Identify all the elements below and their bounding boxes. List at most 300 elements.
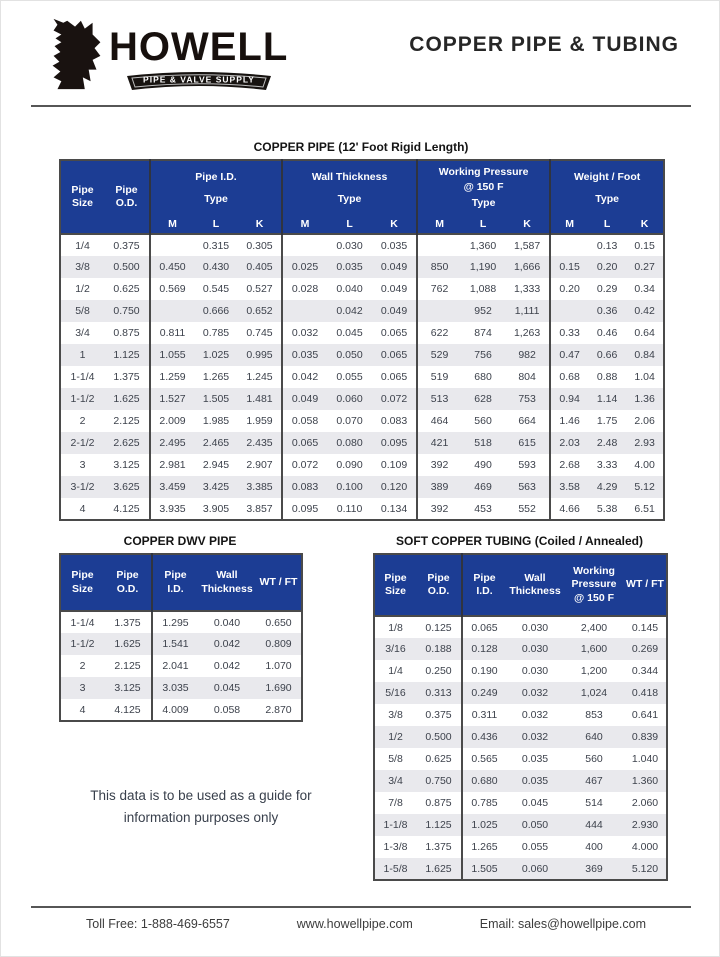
- table-cell: 0.060: [327, 388, 372, 410]
- table-cell: 0.500: [416, 726, 462, 748]
- table-cell: 0.042: [282, 366, 327, 388]
- table-cell: 0.065: [372, 344, 417, 366]
- table-cell: 1.690: [256, 677, 302, 699]
- table-cell: 0.055: [521, 841, 549, 853]
- table-cell: 0.652: [238, 300, 282, 322]
- table-cell: 0.315: [202, 239, 230, 252]
- table-cell: 640: [564, 726, 624, 748]
- table-cell: 3.125: [104, 677, 152, 699]
- table-cell: 1-1/2: [60, 633, 104, 655]
- table-cell: 3: [60, 677, 104, 699]
- table-cell: 0.527: [246, 283, 273, 295]
- table-cell: 1-1/8: [374, 814, 416, 836]
- table-cell: 2.870: [265, 703, 292, 716]
- table-cell: 0.15: [550, 256, 588, 278]
- table-cell: 0.045: [521, 797, 549, 809]
- table-cell: 1.360: [624, 770, 667, 792]
- dwv-table-title: COPPER DWV PIPE: [123, 534, 237, 548]
- table-row: [374, 660, 667, 682]
- logo-wordmark: HOWELL: [109, 25, 289, 69]
- table-cell: 0.344: [631, 665, 659, 677]
- col-header-type-k: K: [372, 216, 417, 234]
- table-row: [60, 633, 302, 655]
- table-cell: 0.375: [113, 239, 140, 252]
- wolf-icon: [45, 13, 107, 98]
- table-cell: 1.541: [152, 633, 198, 655]
- table-cell: 392: [417, 498, 461, 520]
- table-cell: 0.94: [550, 388, 588, 410]
- table-cell: 0.20: [550, 278, 588, 300]
- table-cell: 0.27: [626, 256, 664, 278]
- table-row: [60, 699, 302, 721]
- col-header-type-m: M: [150, 216, 194, 234]
- table-cell: 753: [505, 388, 550, 410]
- table-cell: 1.14: [588, 388, 626, 410]
- table-cell: 0.545: [202, 283, 230, 295]
- table-cell: 0.145: [631, 621, 659, 634]
- table-cell: 0.625: [113, 283, 140, 295]
- table-cell: 1.959: [246, 415, 273, 427]
- table-cell: 1.025: [194, 344, 238, 366]
- table-cell: 0.065: [380, 371, 408, 383]
- table-cell: 513: [417, 388, 461, 410]
- table-cell: 4: [79, 502, 86, 515]
- table-cell: 874: [474, 327, 492, 339]
- header-divider: [31, 105, 691, 107]
- table-cell: 1/8: [388, 621, 403, 634]
- table-cell: 3: [79, 459, 86, 471]
- table-row: [374, 748, 667, 770]
- table-cell: 0.065: [462, 616, 506, 638]
- table-cell: 0.375: [425, 709, 452, 721]
- logo-text-block: [109, 27, 288, 97]
- table-cell: 2.009: [150, 410, 194, 432]
- table-cell: 0.84: [626, 344, 664, 366]
- col-header-working-pressure: Working Pressure @ 150 F: [564, 554, 624, 616]
- col-header-type-k: K: [238, 216, 282, 234]
- table-cell: 0.569: [150, 278, 194, 300]
- table-row: [374, 858, 667, 880]
- table-cell: 0.15: [634, 239, 655, 252]
- table-row: [60, 278, 664, 300]
- table-cell: 1.625: [104, 633, 152, 655]
- table-cell: [550, 234, 588, 256]
- footer-toll-free: Toll Free: 1-888-469-6557: [86, 917, 230, 931]
- col-header-type-k: K: [626, 216, 664, 234]
- table-cell: 0.785: [462, 792, 506, 814]
- table-cell: 4: [79, 703, 86, 716]
- col-header-type-m: M: [282, 216, 327, 234]
- table-cell: 0.995: [238, 344, 282, 366]
- table-cell: 0.050: [327, 344, 372, 366]
- table-row: [60, 344, 664, 366]
- dwv-pipe-section: [59, 534, 301, 722]
- logo-banner-text: PIPE & VALVE SUPPLY: [142, 74, 255, 85]
- table-cell: 664: [518, 415, 536, 427]
- table-cell: 2: [79, 660, 86, 672]
- table-cell: 0.060: [506, 858, 564, 880]
- table-cell: 0.083: [282, 476, 327, 498]
- table-cell: 1.375: [114, 616, 141, 629]
- table-cell: 0.032: [506, 726, 564, 748]
- table-cell: 1.125: [416, 814, 462, 836]
- table-cell: 3.385: [238, 476, 282, 498]
- table-cell: 4.66: [550, 498, 588, 520]
- table-row: [60, 498, 664, 520]
- table-cell: 5/16: [374, 682, 416, 704]
- table-cell: 0.049: [282, 388, 327, 410]
- table-cell: 3.857: [246, 502, 273, 515]
- table-cell: 0.47: [550, 344, 588, 366]
- col-header-pipe-size: Pipe Size: [374, 554, 416, 616]
- table-row: [60, 432, 664, 454]
- table-cell: 400: [585, 841, 603, 853]
- table-cell: 1-5/8: [374, 858, 416, 880]
- table-cell: 0.809: [256, 633, 302, 655]
- table-cell: 3-1/2: [60, 476, 104, 498]
- table-cell: 3.125: [113, 459, 140, 471]
- table-cell: 0.29: [596, 283, 618, 295]
- table-cell: 1.070: [265, 660, 292, 672]
- table-row: [374, 792, 667, 814]
- table-cell: 2.981: [150, 454, 194, 476]
- copper-pipe-table-title: COPPER PIPE (12' Foot Rigid Length): [253, 140, 469, 154]
- table-cell: 593: [518, 459, 536, 471]
- table-cell: 3.035: [152, 677, 198, 699]
- table-cell: 6.51: [634, 502, 655, 515]
- col-header-wall-thickness: Wall Thickness: [198, 554, 256, 611]
- table-cell: [150, 234, 194, 256]
- table-cell: 3.425: [194, 476, 238, 498]
- table-row: [374, 638, 667, 660]
- table-cell: 0.875: [425, 797, 452, 809]
- table-cell: 1.265: [462, 836, 506, 858]
- table-cell: [150, 300, 194, 322]
- table-cell: 0.839: [624, 726, 667, 748]
- table-cell: 1.295: [152, 611, 198, 633]
- table-cell: 0.032: [521, 709, 549, 721]
- table-cell: 444: [564, 814, 624, 836]
- table-cell: 5.120: [624, 858, 667, 880]
- table-cell: 1,587: [513, 239, 541, 252]
- table-cell: 0.065: [282, 432, 327, 454]
- table-cell: 0.20: [588, 256, 626, 278]
- table-cell: 2,400: [580, 621, 608, 634]
- copper-pipe-table: [59, 159, 665, 521]
- table-cell: 0.625: [425, 753, 452, 765]
- table-cell: 1.625: [104, 388, 150, 410]
- table-cell: 0.88: [596, 371, 618, 383]
- copper-pipe-section: [59, 140, 663, 521]
- table-cell: 1,333: [513, 283, 541, 295]
- table-cell: 1.125: [104, 344, 150, 366]
- col-header-type-m: M: [417, 216, 461, 234]
- table-cell: 0.120: [372, 476, 417, 498]
- table-cell: 0.875: [113, 327, 140, 339]
- table-cell: 0.042: [327, 300, 372, 322]
- table-cell: 3/16: [374, 638, 416, 660]
- table-cell: 0.125: [425, 621, 452, 634]
- table-row: [60, 677, 302, 699]
- table-cell: 0.128: [462, 638, 506, 660]
- table-cell: 1-1/4: [70, 616, 95, 629]
- table-cell: 0.090: [336, 459, 363, 471]
- table-cell: 0.040: [336, 283, 363, 295]
- table-row: [60, 256, 664, 278]
- col-header-type-l: L: [327, 216, 372, 234]
- table-cell: 680: [474, 371, 492, 383]
- table-cell: 1.36: [626, 388, 664, 410]
- table-cell: 1,111: [505, 300, 550, 322]
- table-cell: 4.125: [113, 502, 140, 515]
- table-cell: 0.450: [150, 256, 194, 278]
- col-header-pipe-size: Pipe Size: [60, 160, 104, 234]
- table-cell: 1/4: [75, 239, 90, 252]
- table-row: [374, 616, 667, 638]
- table-cell: 3/8: [60, 256, 104, 278]
- footer-email: Email: sales@howellpipe.com: [479, 917, 646, 931]
- table-cell: 1,024: [564, 682, 624, 704]
- table-cell: 0.035: [506, 770, 564, 792]
- table-cell: 0.269: [624, 638, 667, 660]
- logo-banner: [124, 68, 274, 97]
- table-cell: 804: [518, 371, 536, 383]
- table-row: [60, 454, 664, 476]
- table-row: [374, 770, 667, 792]
- table-cell: 0.46: [596, 327, 618, 339]
- table-cell: 514: [585, 797, 603, 809]
- table-cell: 0.042: [198, 633, 256, 655]
- table-cell: 0.058: [213, 703, 241, 716]
- table-cell: 0.680: [462, 770, 506, 792]
- table-cell: 3.625: [104, 476, 150, 498]
- table-cell: 2.435: [238, 432, 282, 454]
- table-cell: 469: [461, 476, 505, 498]
- table-cell: 2.125: [114, 660, 141, 672]
- table-cell: 0.42: [626, 300, 664, 322]
- table-cell: 0.188: [416, 638, 462, 660]
- table-cell: 0.250: [425, 665, 452, 677]
- table-cell: 0.035: [380, 239, 408, 252]
- soft-tubing-table: [373, 553, 668, 881]
- table-cell: 0.305: [246, 239, 273, 252]
- footer-divider: [31, 906, 691, 908]
- table-cell: 0.641: [631, 709, 659, 721]
- table-cell: 2.48: [588, 432, 626, 454]
- col-header-type-m: M: [550, 216, 588, 234]
- dwv-table: [59, 553, 303, 722]
- soft-tubing-table-body: [374, 616, 667, 880]
- col-header-pipe-od: Pipe O.D.: [104, 554, 152, 611]
- table-cell: 0.030: [521, 621, 549, 634]
- table-cell: [282, 300, 327, 322]
- table-cell: 1.481: [238, 388, 282, 410]
- table-cell: 1.259: [150, 366, 194, 388]
- page-title: COPPER PIPE & TUBING: [409, 33, 679, 56]
- soft-tubing-section: [373, 534, 666, 881]
- table-cell: 0.030: [336, 239, 363, 252]
- table-cell: 2.68: [550, 454, 588, 476]
- table-cell: 0.134: [380, 502, 408, 515]
- table-cell: 0.045: [336, 327, 363, 339]
- table-cell: 1.055: [150, 344, 194, 366]
- table-cell: 0.33: [550, 322, 588, 344]
- table-cell: 0.68: [550, 366, 588, 388]
- table-cell: 0.049: [380, 283, 408, 295]
- table-cell: 389: [417, 476, 461, 498]
- table-cell: 0.750: [416, 770, 462, 792]
- table-cell: 1/4: [388, 665, 403, 677]
- table-cell: 0.042: [213, 660, 241, 672]
- col-header-type-l: L: [194, 216, 238, 234]
- table-cell: 0.36: [588, 300, 626, 322]
- table-cell: 615: [505, 432, 550, 454]
- footer: [31, 917, 691, 931]
- table-cell: 0.045: [198, 677, 256, 699]
- table-cell: 1.505: [462, 858, 506, 880]
- col-group-weight-foot: Weight / Foot Type: [550, 160, 664, 216]
- table-cell: 1,088: [469, 283, 497, 295]
- table-cell: 0.109: [380, 459, 408, 471]
- table-cell: 2.93: [626, 432, 664, 454]
- table-cell: 1: [60, 344, 104, 366]
- table-row: [60, 611, 302, 633]
- table-cell: 519: [417, 366, 461, 388]
- footer-website: www.howellpipe.com: [296, 917, 413, 931]
- table-cell: 2-1/2: [60, 432, 104, 454]
- table-cell: 1,600: [564, 638, 624, 660]
- table-cell: 552: [518, 502, 536, 515]
- table-cell: 1,263: [513, 327, 541, 339]
- table-row: [374, 814, 667, 836]
- table-cell: 0.058: [282, 410, 327, 432]
- col-group-wall-thickness: Wall Thickness Type: [282, 160, 417, 216]
- table-cell: 5.12: [626, 476, 664, 498]
- table-cell: 0.065: [380, 327, 408, 339]
- table-cell: 0.072: [282, 454, 327, 476]
- table-cell: 0.66: [588, 344, 626, 366]
- table-cell: 0.249: [462, 682, 506, 704]
- col-header-type-k: K: [505, 216, 550, 234]
- copper-pipe-table-body: [60, 234, 664, 520]
- table-cell: 0.080: [327, 432, 372, 454]
- table-cell: 2.060: [631, 797, 659, 809]
- table-cell: 1.505: [194, 388, 238, 410]
- table-cell: 2.125: [113, 415, 140, 427]
- table-cell: 1.985: [202, 415, 230, 427]
- table-cell: 0.040: [213, 616, 241, 629]
- table-cell: 0.430: [194, 256, 238, 278]
- table-cell: 0.028: [282, 278, 327, 300]
- table-row: [60, 366, 664, 388]
- table-cell: 1.375: [425, 841, 452, 853]
- col-header-pipe-od: Pipe O.D.: [416, 554, 462, 616]
- table-cell: 2.930: [624, 814, 667, 836]
- table-cell: 1.040: [631, 753, 659, 765]
- table-cell: 0.64: [634, 327, 655, 339]
- table-cell: 2: [79, 415, 86, 427]
- table-cell: 7/8: [388, 797, 403, 809]
- table-cell: 3.935: [150, 498, 194, 520]
- table-cell: 3/8: [388, 709, 403, 721]
- table-cell: 1,200: [580, 665, 608, 677]
- table-row: [60, 655, 302, 677]
- table-cell: 490: [474, 459, 492, 471]
- table-row: [60, 234, 664, 256]
- table-row: [374, 704, 667, 726]
- table-cell: 464: [417, 410, 461, 432]
- table-cell: 0.035: [521, 753, 549, 765]
- table-cell: 421: [417, 432, 461, 454]
- table-cell: 1.245: [246, 371, 273, 383]
- table-cell: 0.313: [416, 682, 462, 704]
- table-cell: 0.025: [282, 256, 327, 278]
- table-cell: 1,666: [505, 256, 550, 278]
- col-group-pipe-id: Pipe I.D. Type: [150, 160, 282, 216]
- table-cell: 0.083: [380, 415, 408, 427]
- table-cell: 762: [417, 278, 461, 300]
- table-cell: 560: [474, 415, 492, 427]
- table-cell: 982: [505, 344, 550, 366]
- disclaimer-line-2: information purposes only: [123, 809, 279, 825]
- table-cell: 0.032: [282, 322, 327, 344]
- table-cell: 1.025: [462, 814, 506, 836]
- table-cell: 0.055: [336, 371, 363, 383]
- table-cell: 1-1/4: [70, 371, 95, 383]
- table-cell: 2.945: [202, 459, 230, 471]
- disclaimer-note: [51, 785, 351, 828]
- table-cell: 529: [417, 344, 461, 366]
- table-cell: 0.035: [327, 256, 372, 278]
- table-cell: 4.000: [631, 841, 659, 853]
- table-cell: 2.06: [634, 415, 655, 427]
- table-cell: 5.38: [596, 502, 618, 515]
- table-cell: 467: [564, 770, 624, 792]
- table-cell: 1/2: [75, 283, 90, 295]
- table-cell: 0.032: [506, 682, 564, 704]
- table-row: [374, 726, 667, 748]
- col-header-pipe-size: Pipe Size: [60, 554, 104, 611]
- table-cell: 392: [417, 454, 461, 476]
- table-row: [60, 322, 664, 344]
- table-cell: 1/2: [374, 726, 416, 748]
- col-header-pipe-od: Pipe O.D.: [104, 160, 150, 234]
- table-cell: 0.405: [238, 256, 282, 278]
- table-cell: 0.650: [265, 616, 292, 629]
- table-cell: 3.905: [202, 502, 230, 515]
- table-cell: 518: [461, 432, 505, 454]
- table-cell: 1.265: [202, 371, 230, 383]
- table-cell: [417, 300, 461, 322]
- table-cell: 369: [564, 858, 624, 880]
- table-cell: 2.907: [246, 459, 273, 471]
- table-cell: 4.009: [152, 699, 198, 721]
- table-cell: 0.100: [327, 476, 372, 498]
- table-cell: 1-3/8: [383, 841, 408, 853]
- table-cell: 756: [461, 344, 505, 366]
- table-cell: 5/8: [388, 753, 403, 765]
- table-cell: [550, 300, 588, 322]
- table-cell: 0.035: [282, 344, 327, 366]
- table-cell: 628: [461, 388, 505, 410]
- col-header-wall-thickness: Wall Thickness: [506, 554, 564, 616]
- table-cell: 2.495: [150, 432, 194, 454]
- table-cell: 4.00: [634, 459, 655, 471]
- table-cell: 563: [505, 476, 550, 498]
- table-row: [374, 836, 667, 858]
- table-cell: 0.436: [462, 726, 506, 748]
- table-cell: 3.459: [150, 476, 194, 498]
